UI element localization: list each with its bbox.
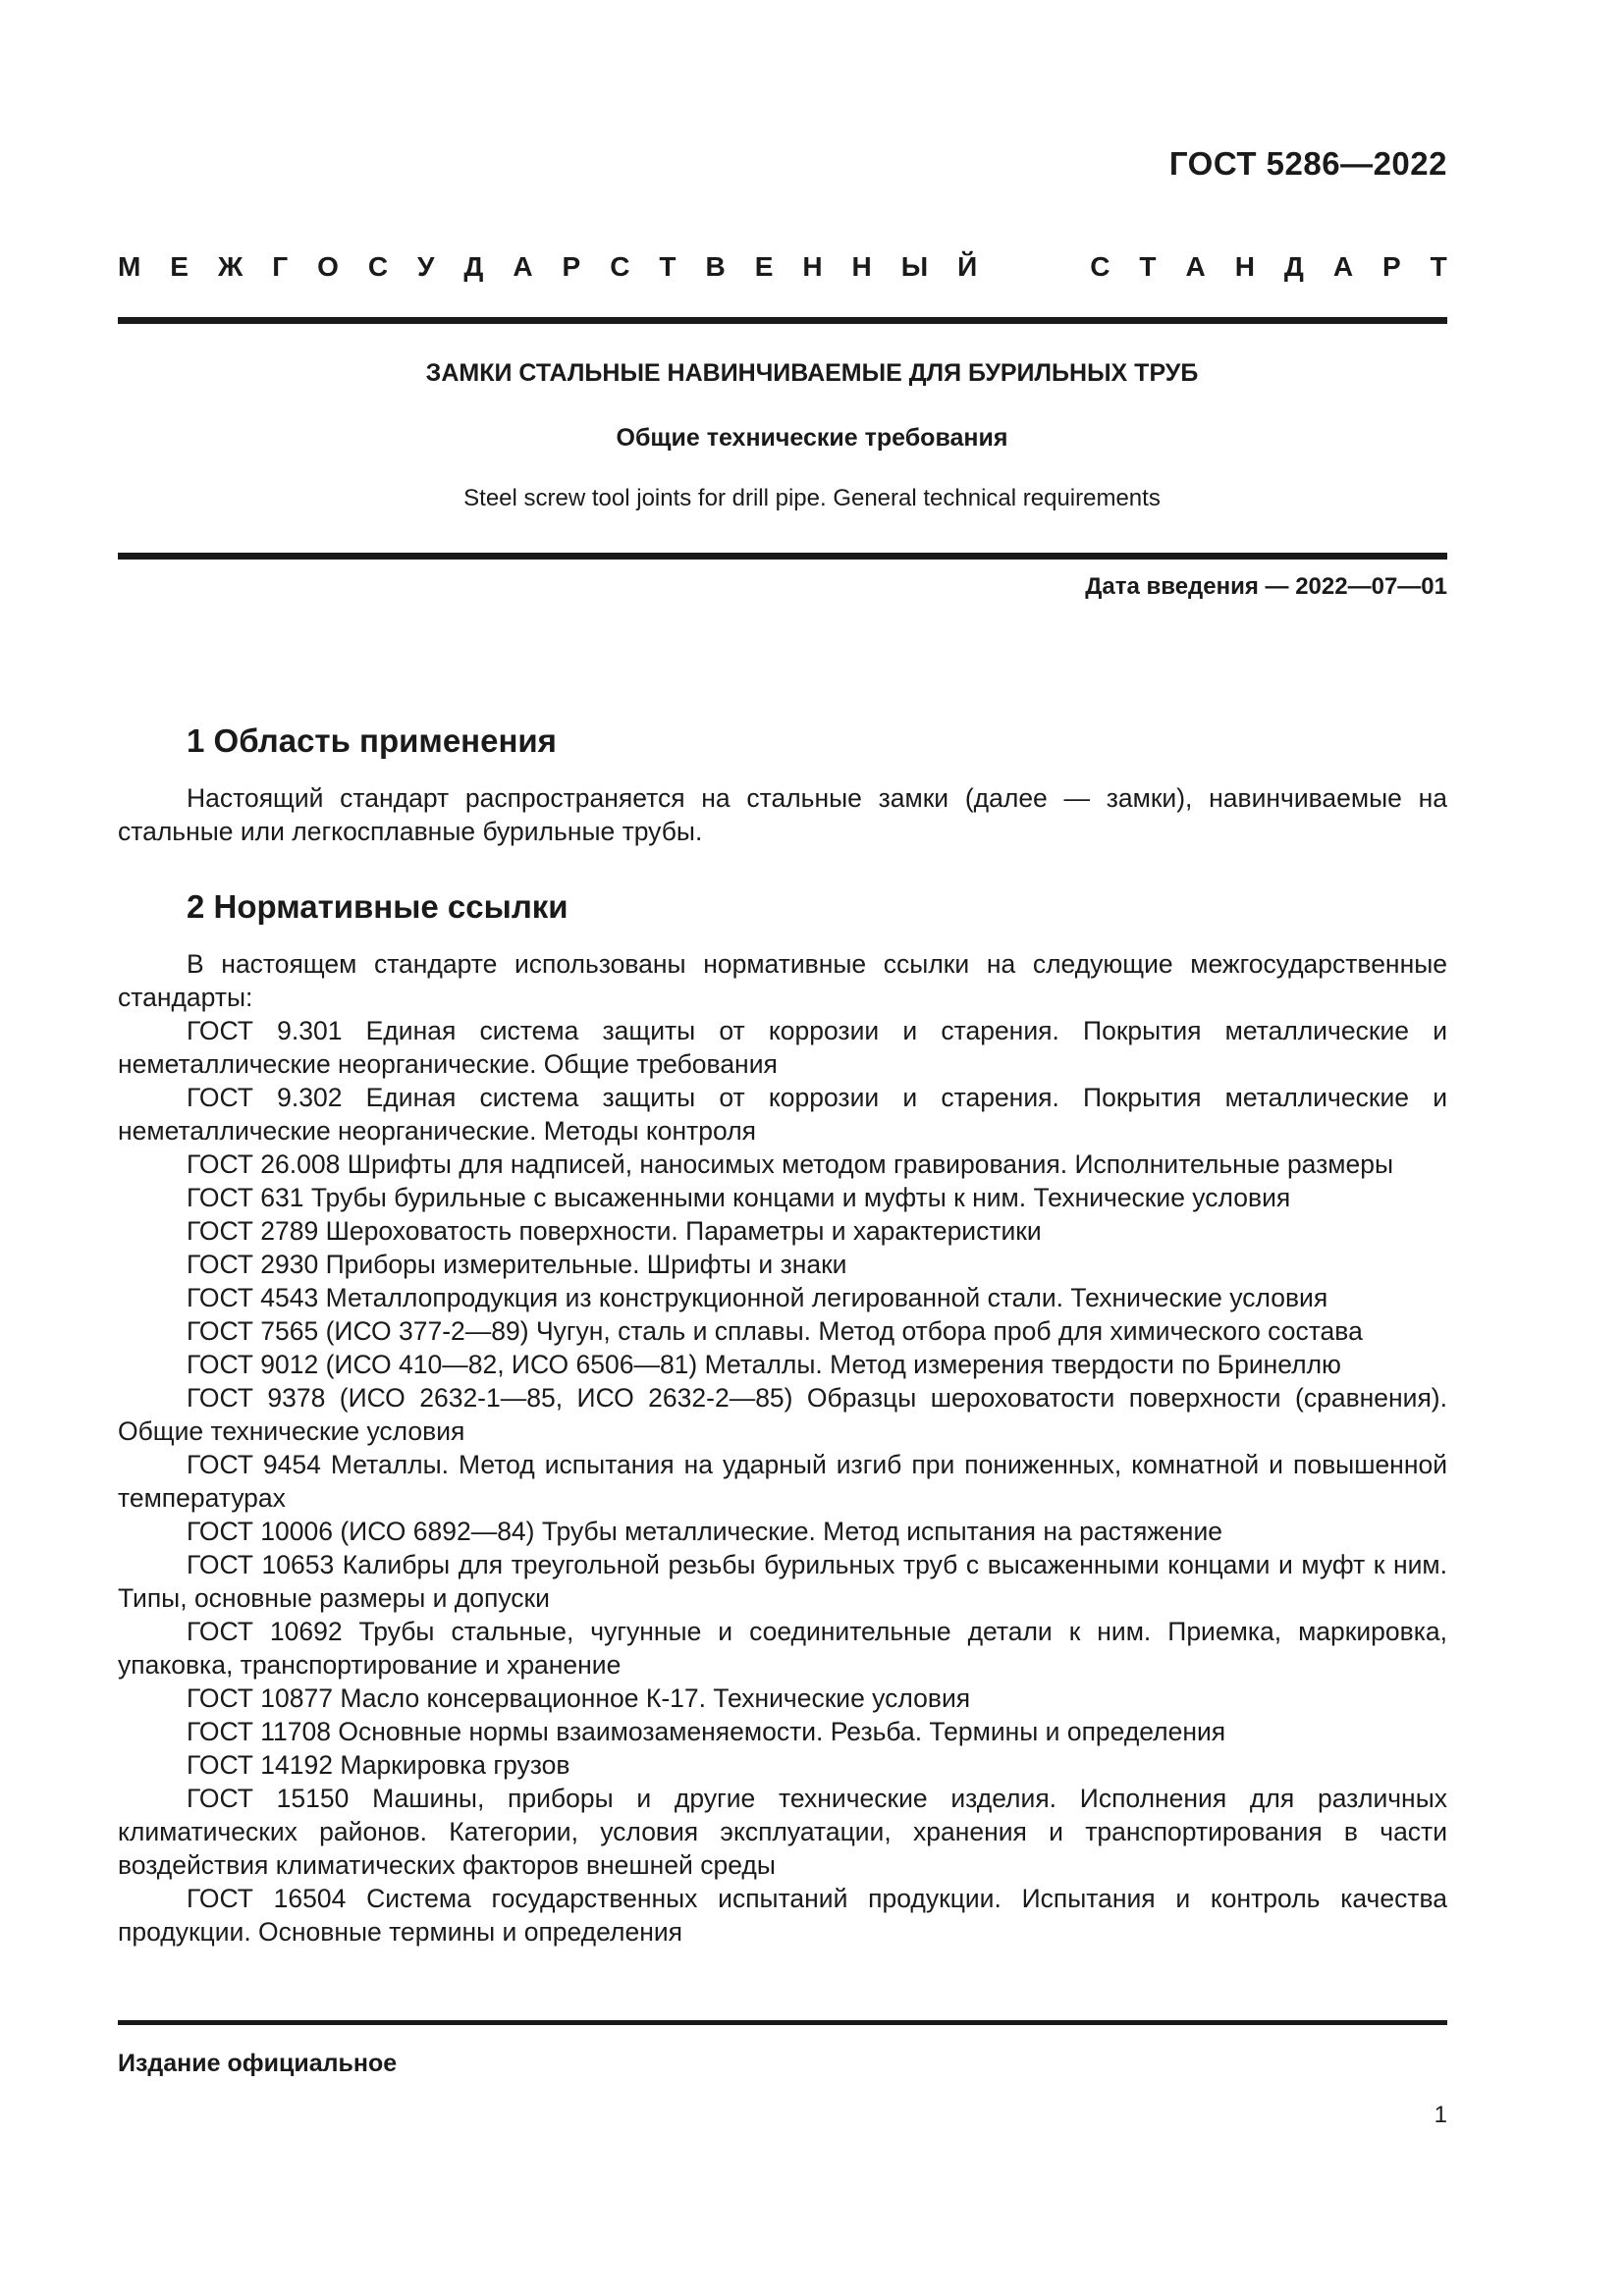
letter: С bbox=[610, 251, 630, 282]
letter: Ж bbox=[217, 251, 244, 282]
reference-item: ГОСТ 9012 (ИСО 410—82, ИСО 6506—81) Металлы. Метод измерения твердости по Бринеллю bbox=[187, 1350, 1341, 1379]
letter: А bbox=[1332, 251, 1354, 282]
divider-rule bbox=[118, 553, 1447, 560]
letter: Е bbox=[754, 251, 774, 282]
document-title: ЗАМКИ СТАЛЬНЫЕ НАВИНЧИВАЕМЫЕ ДЛЯ БУРИЛЬНЫХ ТРУБ bbox=[425, 359, 1199, 387]
reference-item: ГОСТ 14192 Маркировка грузов bbox=[187, 1750, 570, 1780]
letter: Р bbox=[1382, 251, 1401, 282]
letter: С bbox=[367, 251, 389, 282]
reference-item: ГОСТ 4543 Металлопродукция из конструкционной легированной стали. Технические условия bbox=[187, 1283, 1328, 1312]
letter: Т bbox=[1139, 251, 1157, 282]
reference-item: ГОСТ 9.302 Единая система защиты от коррозии и старения. Покрытия металлические и неметаллические неорганические. Методы контроля bbox=[118, 1083, 1447, 1146]
letter: Н bbox=[851, 251, 872, 282]
letter: Т bbox=[1430, 251, 1447, 282]
document-subtitle: Общие технические требования bbox=[616, 424, 1008, 452]
paragraph: Настоящий стандарт распространяется на стальные замки (далее — замки), навинчиваемые на стальные или легкосплавные бурильные трубы. bbox=[118, 783, 1447, 846]
standard-number: ГОСТ 5286—2022 bbox=[1168, 145, 1447, 182]
letter: Р bbox=[562, 251, 581, 282]
section-normative-references bbox=[118, 888, 1447, 1949]
divider-rule bbox=[118, 2020, 1447, 2025]
word-gap bbox=[1006, 251, 1060, 283]
letter: Д bbox=[463, 251, 484, 282]
reference-item: ГОСТ 15150 Машины, приборы и другие технические изделия. Исполнения для различных климатических районов. Категории, условия эксплуатации, хранения и транспортирования в части воздействия климатических факторов внешней среды bbox=[118, 1784, 1447, 1880]
reference-item: ГОСТ 2930 Приборы измерительные. Шрифты и знаки bbox=[187, 1250, 847, 1279]
letter: В bbox=[705, 251, 726, 282]
reference-item: ГОСТ 16504 Система государственных испытаний продукции. Испытания и контроль качества продукции. Основные термины и определения bbox=[118, 1884, 1447, 1947]
letter: Е bbox=[170, 251, 189, 282]
reference-item: ГОСТ 7565 (ИСО 377-2—89) Чугун, сталь и сплавы. Метод отбора проб для химического состава bbox=[187, 1316, 1363, 1346]
letter: Ы bbox=[900, 251, 929, 282]
introduction-date: Дата введения — 2022—07—01 bbox=[1085, 573, 1447, 600]
reference-item: ГОСТ 9378 (ИСО 2632-1—85, ИСО 2632-2—85) Образцы шероховатости поверхности (сравнения). Общие технические условия bbox=[118, 1383, 1447, 1446]
letter: Н bbox=[802, 251, 823, 282]
section-heading: 1 Область применения bbox=[187, 722, 557, 759]
reference-item: ГОСТ 11708 Основные нормы взаимозаменяемости. Резьба. Термины и определения bbox=[187, 1717, 1226, 1746]
letter: О bbox=[317, 251, 339, 282]
reference-item: ГОСТ 26.008 Шрифты для надписей, наносимых методом гравирования. Исполнительные размеры bbox=[187, 1149, 1394, 1179]
letter: Й bbox=[957, 251, 978, 282]
divider-rule bbox=[118, 317, 1447, 324]
letter: Т bbox=[659, 251, 677, 282]
reference-item: ГОСТ 10877 Масло консервационное К-17. Технические условия bbox=[187, 1683, 971, 1713]
section-heading: 2 Нормативные ссылки bbox=[187, 888, 568, 925]
letter: С bbox=[1090, 251, 1110, 282]
reference-item: ГОСТ 10006 (ИСО 6892—84) Трубы металлические. Метод испытания на растяжение bbox=[187, 1517, 1222, 1546]
reference-item: ГОСТ 10653 Калибры для треугольной резьбы бурильных труб с высаженными концами и муфт к ним. Типы, основные размеры и допуски bbox=[118, 1550, 1447, 1613]
reference-item: ГОСТ 9.301 Единая система защиты от коррозии и старения. Покрытия металлические и неметаллические неорганические. Общие требования bbox=[118, 1016, 1447, 1079]
official-edition-label: Издание официальное bbox=[118, 2050, 398, 2077]
reference-item: ГОСТ 9454 Металлы. Метод испытания на ударный изгиб при пониженных, комнатной и повышенной температурах bbox=[118, 1450, 1447, 1513]
letter: Д bbox=[1283, 251, 1304, 282]
letter: Н bbox=[1234, 251, 1255, 282]
reference-item: ГОСТ 2789 Шероховатость поверхности. Параметры и характеристики bbox=[187, 1216, 1042, 1246]
reference-item: ГОСТ 10692 Трубы стальные, чугунные и соединительные детали к ним. Приемка, маркировка, упаковка, транспортирование и хранение bbox=[118, 1617, 1447, 1680]
page-number: 1 bbox=[1434, 2102, 1447, 2128]
interstate-standard-heading bbox=[118, 251, 1447, 283]
letter: А bbox=[1185, 251, 1206, 282]
english-title: Steel screw tool joints for drill pipe. General technical requirements bbox=[463, 485, 1161, 511]
letter: У bbox=[417, 251, 435, 282]
letter: М bbox=[118, 251, 141, 282]
paragraph: В настоящем стандарте использованы нормативные ссылки на следующие межгосударственные стандарты: bbox=[118, 949, 1447, 1012]
reference-item: ГОСТ 631 Трубы бурильные с высаженными концами и муфты к ним. Технические условия bbox=[187, 1183, 1291, 1212]
letter: Г bbox=[272, 251, 289, 282]
letter: А bbox=[513, 251, 533, 282]
section-scope bbox=[118, 722, 1447, 848]
